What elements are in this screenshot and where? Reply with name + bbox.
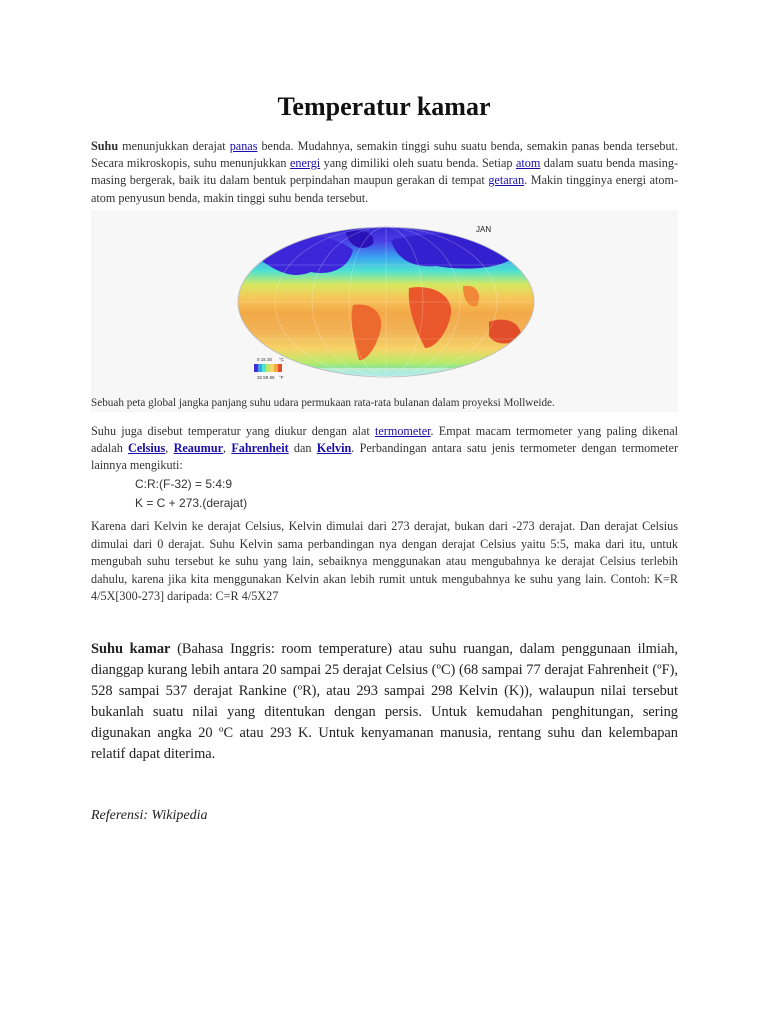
thermo-text: . Empat macam termometer yang paling dikenal adalah xyxy=(91,424,678,456)
formula-kelvin: K = C + 273.(derajat) xyxy=(135,496,248,510)
thermo-text: Suhu juga disebut temperatur yang diukur dengan alat xyxy=(91,424,375,438)
legend-celsius-ticks: 0 15 30 xyxy=(257,357,273,362)
mollweide-temperature-map xyxy=(91,210,678,412)
link-reaumur[interactable]: Reaumur xyxy=(173,441,224,456)
room-bold-term: Suhu kamar xyxy=(91,641,171,657)
link-getaran[interactable]: getaran xyxy=(488,173,525,188)
link-kelvin[interactable]: Kelvin xyxy=(316,441,352,456)
link-fahrenheit[interactable]: Fahrenheit xyxy=(231,441,289,456)
link-atom[interactable]: atom xyxy=(515,156,541,171)
intro-paragraph xyxy=(91,138,678,207)
link-panas[interactable]: panas xyxy=(229,139,258,153)
intro-text: . Makin tingginya energi atom-atom penyusun benda, makin tinggi suhu benda tersebut. xyxy=(91,173,679,205)
kelvin-paragraph: Karena dari Kelvin ke derajat Celsius, Kelvin dimulai dari 273 derajat, bukan dari -273 derajat. Dan derajat Celsius dimulai dari 0 derajat. Suhu Kelvin sama perbandingan nya dengan derajat Celsius yaitu 5:5, maka dari itu, untuk mengubah suhu tersebut ke suhu yang lain, sebaiknya menggunakan atau mengubahnya ke derajat Celsius terlebih dahulu, karena jika kita menggunakan Kelvin akan lebih rumit untuk mengubahnya ke suhu yang lain. Contoh: K=R 4/5X[300-273] daripada: C=R 4/5X27 xyxy=(91,519,678,604)
map-month-label: JAN xyxy=(476,225,492,234)
temperature-map-figure xyxy=(91,210,678,412)
legend-fahrenheit-ticks: 32 59 86 xyxy=(257,375,275,380)
thermometer-paragraph xyxy=(91,423,678,475)
intro-text: yang dimiliki oleh suatu benda. Setiap xyxy=(320,156,516,171)
intro-bold-term: Suhu xyxy=(91,139,119,153)
room-text: (Bahasa Inggris: room temperature) atau suhu ruangan, dalam penggunaan ilmiah, dianggap kurang lebih antara 20 sampai 25 derajat Celsius (ºC) (68 sampai 77 derajat Fahrenheit (ºF), 528 sampai 537 derajat Rankine (ºR), atau 293 sampai 298 Kelvin (K)), walaupun nilai tersebut bukanlah suatu nilai yang ditentukan dengan persis. Untuk kemudahan penghitungan, sering digunakan angka 20 ºC atau 293 K. Untuk kenyamanan manusia, rentang suhu dan kelembapan relatif dapat diterima. xyxy=(91,641,678,762)
thermo-sep: , xyxy=(165,441,174,456)
link-celsius[interactable]: Celsius xyxy=(128,441,166,456)
color-legend xyxy=(254,357,285,380)
thermo-sep: , xyxy=(223,441,232,456)
thermo-text: . Perbandingan antara satu jenis termometer dengan termometer lainnya mengikuti: xyxy=(91,441,679,473)
figure-caption: Sebuah peta global jangka panjang suhu udara permukaan rata-rata bulanan dalam proyeksi Mollweide. xyxy=(91,397,555,409)
thermo-text: dan xyxy=(288,441,317,456)
link-energi[interactable]: energi xyxy=(289,156,321,171)
link-termometer[interactable]: termometer xyxy=(375,424,431,438)
legend-celsius-unit: °C xyxy=(279,357,285,362)
room-temperature-paragraph xyxy=(91,639,678,765)
legend-fahrenheit-unit: °F xyxy=(279,375,284,380)
intro-text: dalam suatu benda masing-masing bergerak, baik itu dalam bentuk perpindahan maupun gerakan di tempat xyxy=(91,156,678,188)
formula-ratio: C:R:(F-32) = 5:4:9 xyxy=(135,477,233,491)
intro-text: benda. Mudahnya, semakin tinggi suhu suatu benda, semakin panas benda tersebut. Secara mikroskopis, suhu menunjukkan xyxy=(91,139,678,171)
intro-text: menunjukkan derajat xyxy=(118,139,230,153)
reference-note: Referensi: Wikipedia xyxy=(91,808,208,823)
page-title: Temperatur kamar xyxy=(277,92,491,121)
